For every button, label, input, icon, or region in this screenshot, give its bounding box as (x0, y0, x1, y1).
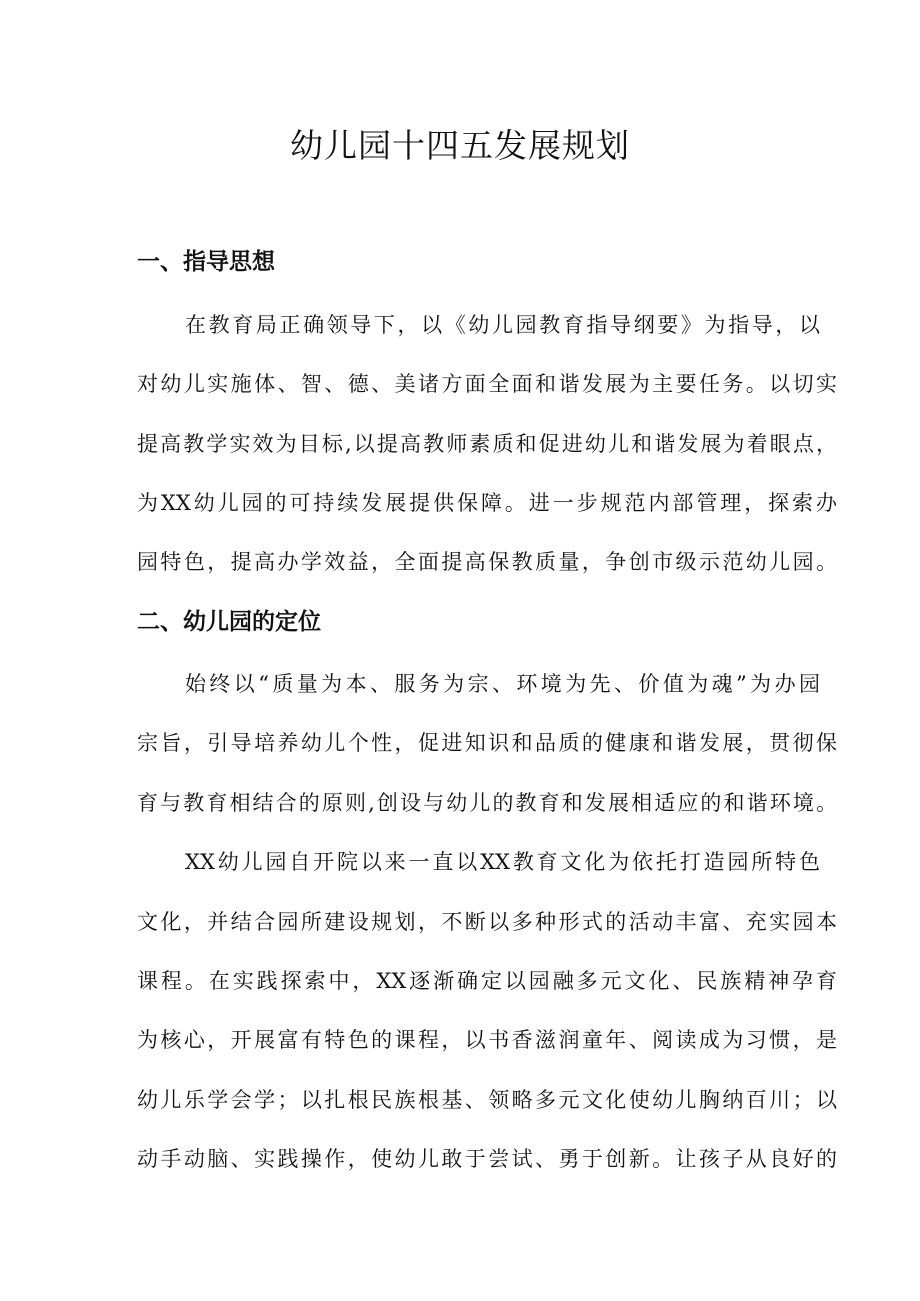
paragraph-line: 为核心，开展富有特色的课程，以书香滋润童年、阅读成为习惯，是 (137, 1028, 837, 1052)
paragraph-line: 动手动脑、实践操作，使幼儿敢于尝试、勇于创新。让孩子从良好的 (137, 1147, 837, 1171)
paragraph-line: 始终以“质量为本、服务为宗、环境为先、价值为魂”为办园 (185, 672, 820, 696)
section-heading-guiding-ideology: 一、指导思想 (137, 249, 275, 275)
section-heading-positioning: 二、幼儿园的定位 (137, 609, 321, 635)
paragraph-line: 提高教学实效为目标,以提高教师素质和促进幼儿和谐发展为着眼点， (137, 432, 837, 456)
paragraph-line: 宗旨，引导培养幼儿个性，促进知识和品质的健康和谐发展，贯彻保 (137, 731, 837, 755)
paragraph-line: 课程。在实践探索中，XX逐渐确定以园融多元文化、民族精神孕育 (137, 969, 837, 993)
paragraph-line: 文化，并结合园所建设规划，不断以多种形式的活动丰富、充实园本 (137, 910, 837, 934)
paragraph-line: 在教育局正确领导下，以《幼儿园教育指导纲要》为指导，以 (185, 313, 820, 337)
paragraph-line: 幼儿乐学会学；以扎根民族根基、领略多元文化使幼儿胸纳百川；以 (137, 1088, 837, 1112)
paragraph-line: 园特色，提高办学效益，全面提高保教质量，争创市级示范幼儿园。 (137, 550, 837, 574)
document-title: 幼儿园十四五发展规划 (290, 126, 630, 165)
paragraph-line: XX幼儿园自开院以来一直以XX教育文化为依托打造园所特色 (185, 850, 820, 874)
paragraph-line: 为XX幼儿园的可持续发展提供保障。进一步规范内部管理，探索办 (137, 491, 837, 515)
paragraph-line: 育与教育相结合的原则,创设与幼儿的教育和发展相适应的和谐环境。 (137, 791, 837, 815)
paragraph-line: 对幼儿实施体、智、德、美诸方面全面和谐发展为主要任务。以切实 (137, 372, 837, 396)
